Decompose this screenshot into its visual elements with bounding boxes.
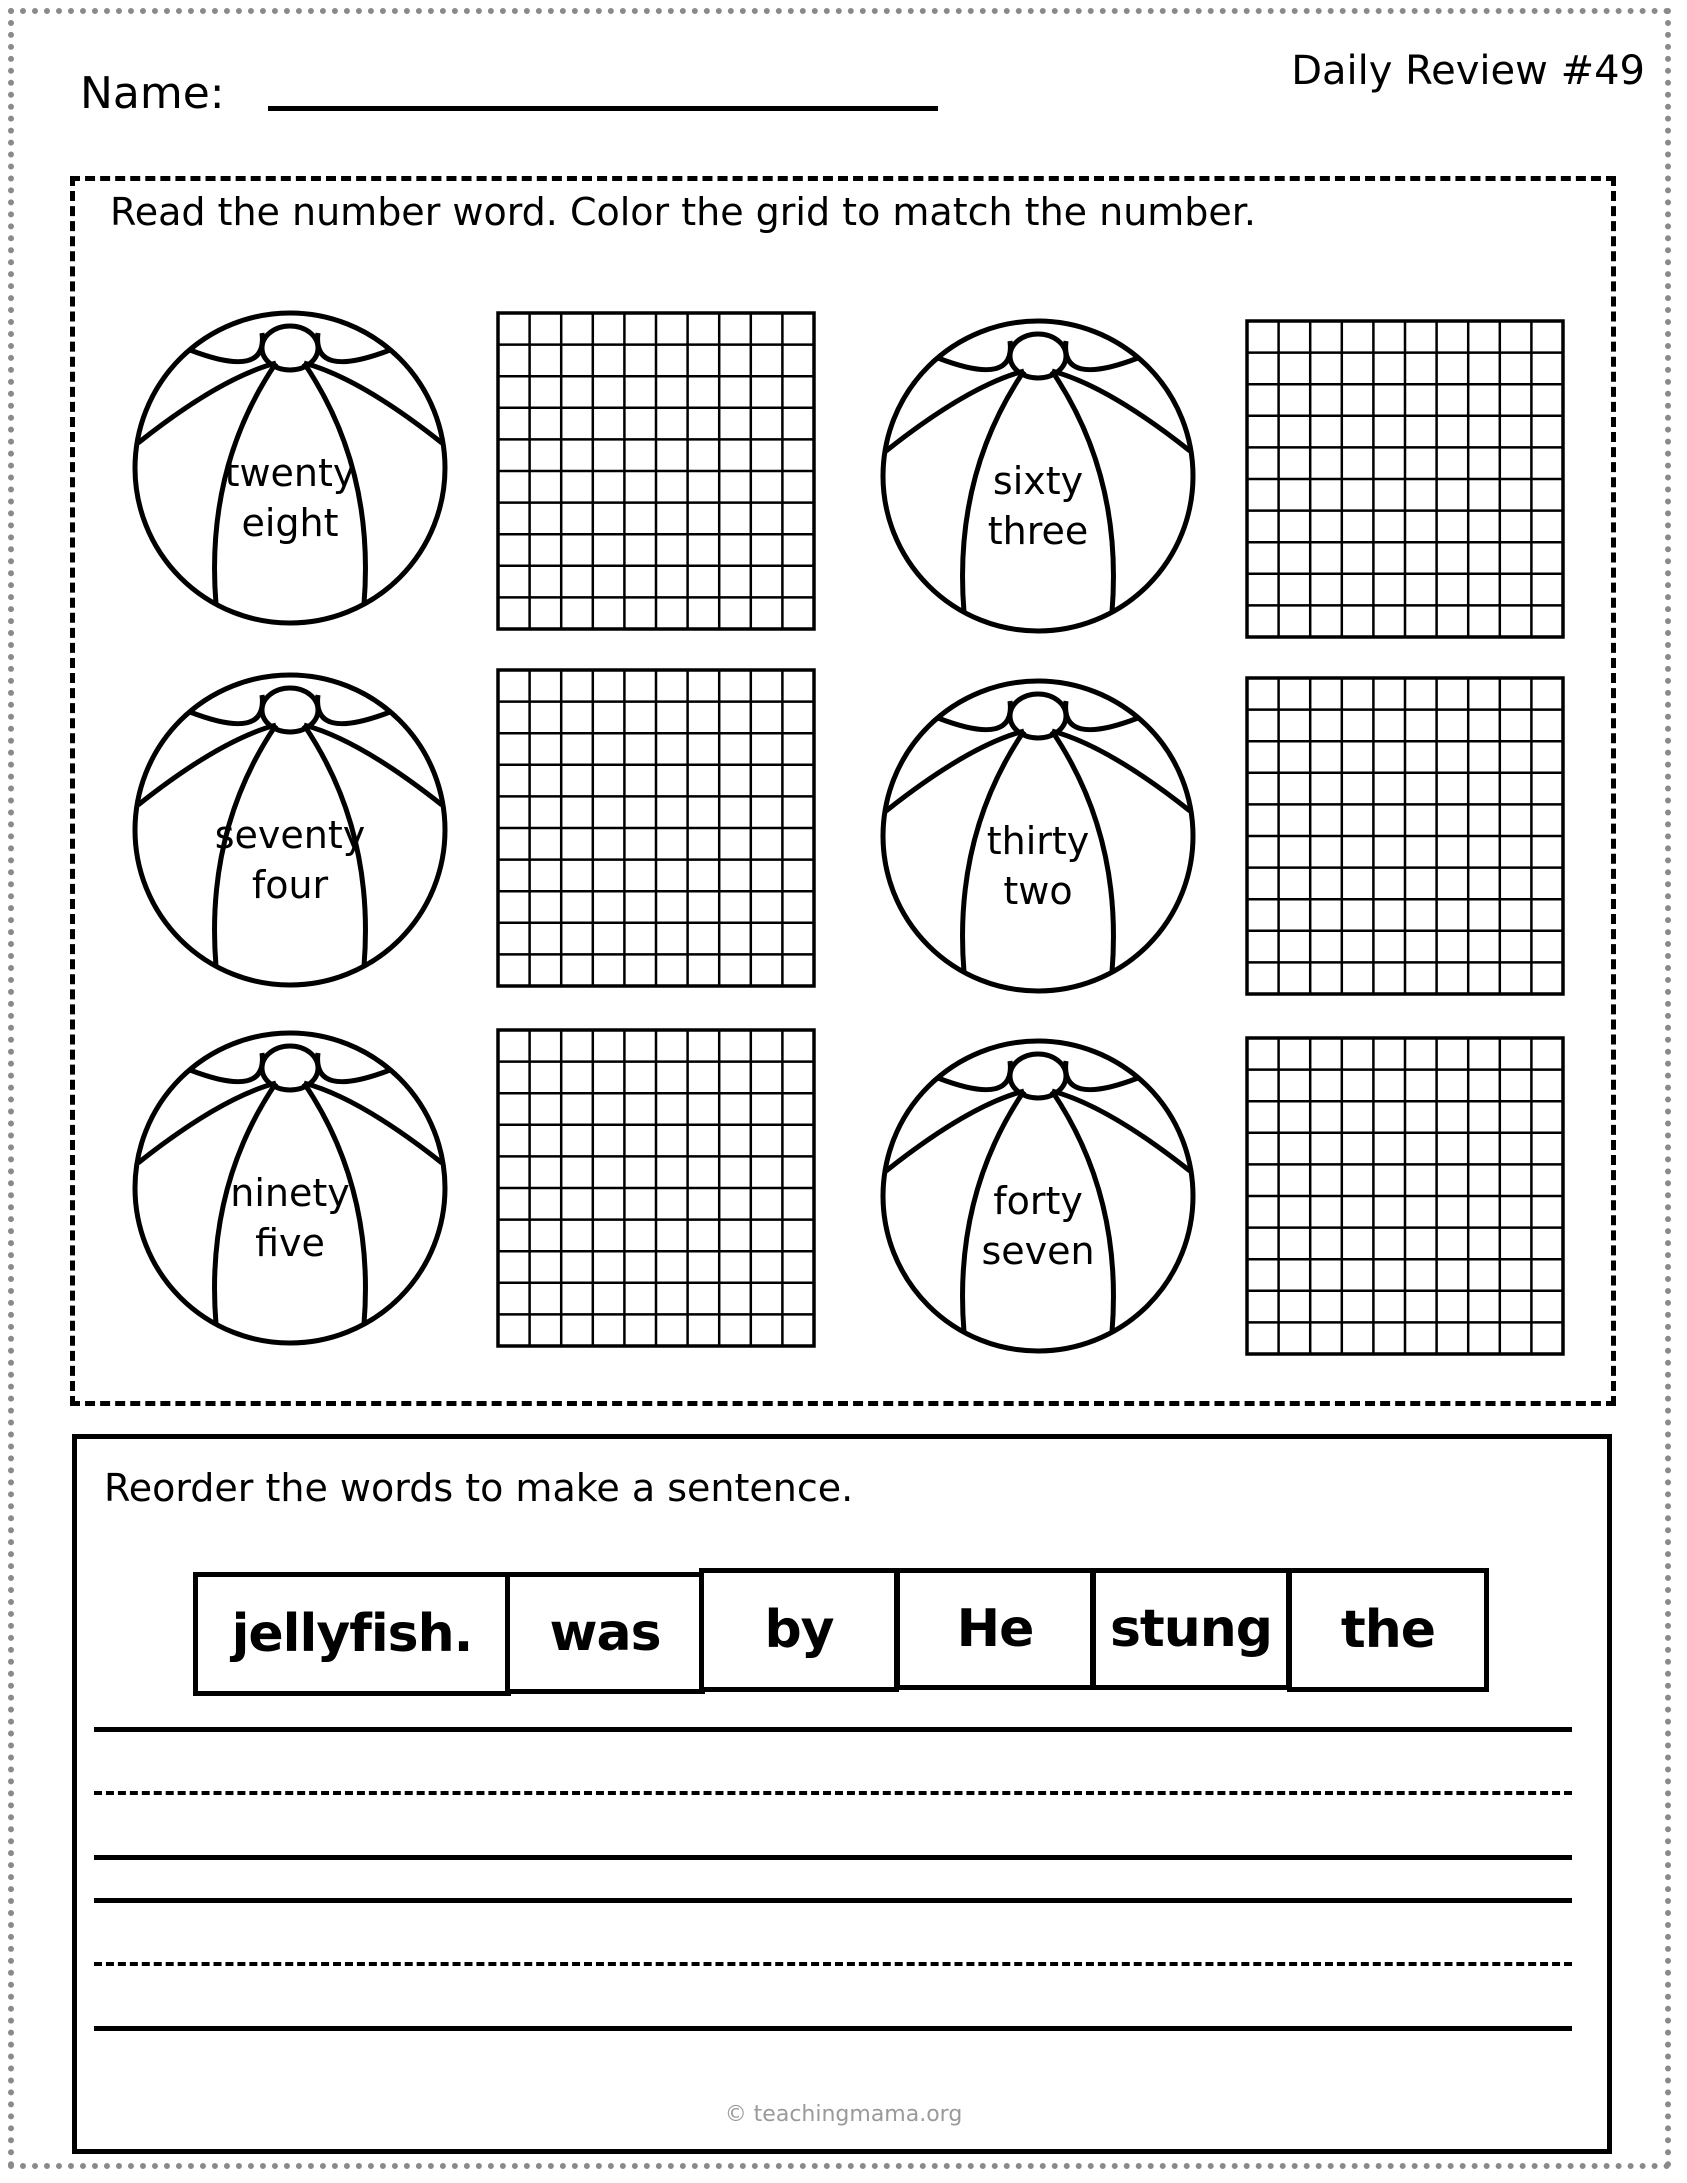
hundred-grid[interactable] xyxy=(1244,675,1566,997)
copyright-footer: © teachingmama.org xyxy=(724,2102,963,2127)
hundred-grid[interactable] xyxy=(495,667,817,989)
ball-number-word-ones: five xyxy=(255,1221,325,1265)
ball-number-word-tens: ninety xyxy=(230,1171,350,1215)
ball-number-word-tens: sixty xyxy=(992,459,1084,503)
beach-ball[interactable] xyxy=(125,1023,455,1353)
word-tile[interactable]: jellyfish. xyxy=(193,1572,511,1696)
name-label: Name: xyxy=(80,68,225,119)
ball-number-word-ones: two xyxy=(1003,869,1073,913)
hundred-grid[interactable] xyxy=(1244,318,1566,640)
writing-line-top-2[interactable] xyxy=(94,1898,1572,1903)
sentence-instruction: Reorder the words to make a sentence. xyxy=(104,1466,854,1510)
number-grid-instruction: Read the number word. Color the grid to match the number. xyxy=(110,190,1257,234)
ball-number-word-ones: eight xyxy=(241,501,339,545)
ball-number-word-ones: seven xyxy=(981,1229,1095,1273)
writing-line-mid-dashed-2 xyxy=(94,1962,1572,1966)
ball-number-word-ones: three xyxy=(987,509,1089,553)
beach-ball[interactable] xyxy=(125,665,455,995)
word-tile[interactable]: by xyxy=(699,1568,899,1692)
beach-ball[interactable] xyxy=(125,303,455,633)
word-tile[interactable]: He xyxy=(895,1568,1095,1690)
ball-number-word-ones: four xyxy=(251,863,329,907)
writing-line-top[interactable] xyxy=(94,1727,1572,1732)
hundred-grid[interactable] xyxy=(495,1027,817,1349)
beach-ball[interactable] xyxy=(873,671,1203,1001)
ball-number-word-tens: forty xyxy=(993,1179,1083,1223)
ball-number-word-tens: twenty xyxy=(224,451,356,495)
daily-review-title: Daily Review #49 xyxy=(1291,48,1645,94)
beach-ball[interactable] xyxy=(873,311,1203,641)
word-tile[interactable]: the xyxy=(1287,1568,1489,1692)
writing-line-base[interactable] xyxy=(94,1855,1572,1860)
hundred-grid[interactable] xyxy=(495,310,817,632)
word-tile[interactable]: was xyxy=(505,1572,705,1694)
writing-line-base-2[interactable] xyxy=(94,2026,1572,2031)
name-write-line[interactable] xyxy=(268,106,938,111)
hundred-grid[interactable] xyxy=(1244,1035,1566,1357)
ball-number-word-tens: seventy xyxy=(214,813,366,857)
word-tile[interactable]: stung xyxy=(1091,1568,1291,1690)
ball-number-word-tens: thirty xyxy=(986,819,1090,863)
writing-line-mid-dashed xyxy=(94,1791,1572,1795)
beach-ball[interactable] xyxy=(873,1031,1203,1361)
